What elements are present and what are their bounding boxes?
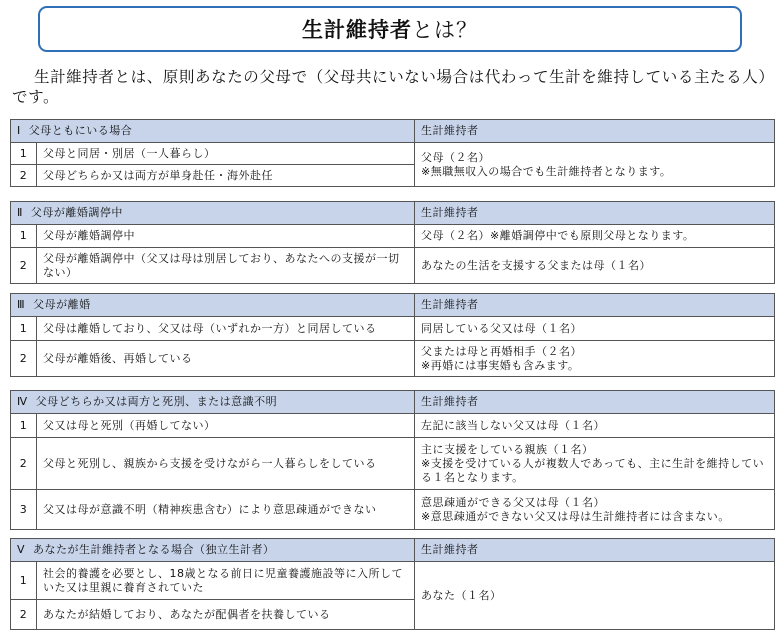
row-value: 左記に該当しない父又は母（１名） [415,414,775,438]
row-value: 父母（２名）※離婚調停中でも原則父母となります。 [415,225,775,248]
row-label: 父又は母と死別（再婚してない） [37,414,415,438]
row-label: 社会的養護を必要とし、18歳となる前日に児童養護施設等に入所していた又は里親に養育されていた [37,562,415,600]
row-number: 1 [11,225,37,248]
section-numeral: Ⅱ [17,206,23,219]
section-numeral: Ⅳ [17,395,28,408]
row-value: 主に支援をしている親族（１名） ※支援を受けている人が複数人であっても、主に生計を維持している１名となります。 [415,438,775,490]
section-heading: 父母が離婚 [33,298,91,311]
row-label: 父母が離婚後、再婚している [37,341,415,377]
section-1-table [10,119,775,187]
page-title-rest: とは？ [412,18,478,42]
section-heading: 父母どちらか又は両方と死別、または意識不明 [35,395,278,408]
row-label: 父母どちらか又は両方が単身赴任・海外赴任 [37,165,415,187]
row-label: あなたが結婚しており、あなたが配偶者を扶養している [37,600,415,630]
row-value: 同居している父又は母（１名） [415,317,775,341]
row-value: あなたの生活を支援する父または母（１名） [415,248,775,284]
page-title-bold: 生計維持者 [302,18,412,42]
row-number: 1 [11,414,37,438]
row-number: 3 [11,490,37,530]
section-right-heading: 生計維持者 [415,391,775,414]
row-number: 2 [11,600,37,630]
section-4-table [10,390,775,530]
row-label: 父又は母が意識不明（精神疾患含む）により意思疎通ができない [37,490,415,530]
section-5-table [10,538,775,630]
row-number: 2 [11,165,37,187]
section-2-table [10,201,775,284]
row-number: 1 [11,317,37,341]
section-right-heading: 生計維持者 [415,294,775,317]
row-number: 2 [11,248,37,284]
section-numeral: Ⅰ [17,124,21,137]
row-label: 父母が離婚調停中（父又は母は別居しており、あなたへの支援が一切ない） [37,248,415,284]
intro-paragraph: 生計維持者とは、原則あなたの父母で（父母共にいない場合は代わって生計を維持している主たる人）です。 [12,68,767,106]
section-header [11,391,415,414]
row-number: 1 [11,562,37,600]
section-right-heading: 生計維持者 [415,539,775,562]
section-header [11,539,415,562]
row-label: 父母と同居・別居（一人暮らし） [37,143,415,165]
row-number: 2 [11,438,37,490]
section-heading: 父母が離婚調停中 [30,206,123,219]
section-numeral: Ⅴ [17,543,26,556]
section-header [11,294,415,317]
row-number: 2 [11,341,37,377]
section-right-heading: 生計維持者 [415,202,775,225]
row-value: 意思疎通ができる父又は母（１名） ※意思疎通ができない父又は母は生計維持者には含まない。 [415,490,775,530]
section-header [11,202,415,225]
section-header [11,120,415,143]
merged-value: あなた（１名） [415,562,775,630]
row-value: 父または母と再婚相手（２名） ※再婚には事実婚も含みます。 [415,341,775,377]
page-title-box [38,6,742,52]
section-right-heading: 生計維持者 [415,120,775,143]
section-heading: あなたが生計維持者となる場合（独立生計者） [33,543,275,556]
section-numeral: Ⅲ [17,298,26,311]
row-label: 父母が離婚調停中 [37,225,415,248]
merged-value: 父母（２名） ※無職無収入の場合でも生計維持者となります。 [415,143,775,187]
row-label: 父母と死別し、親族から支援を受けながら一人暮らしをしている [37,438,415,490]
row-number: 1 [11,143,37,165]
row-label: 父母は離婚しており、父又は母（いずれか一方）と同居している [37,317,415,341]
section-heading: 父母ともにいる場合 [28,124,133,137]
section-3-table [10,293,775,377]
